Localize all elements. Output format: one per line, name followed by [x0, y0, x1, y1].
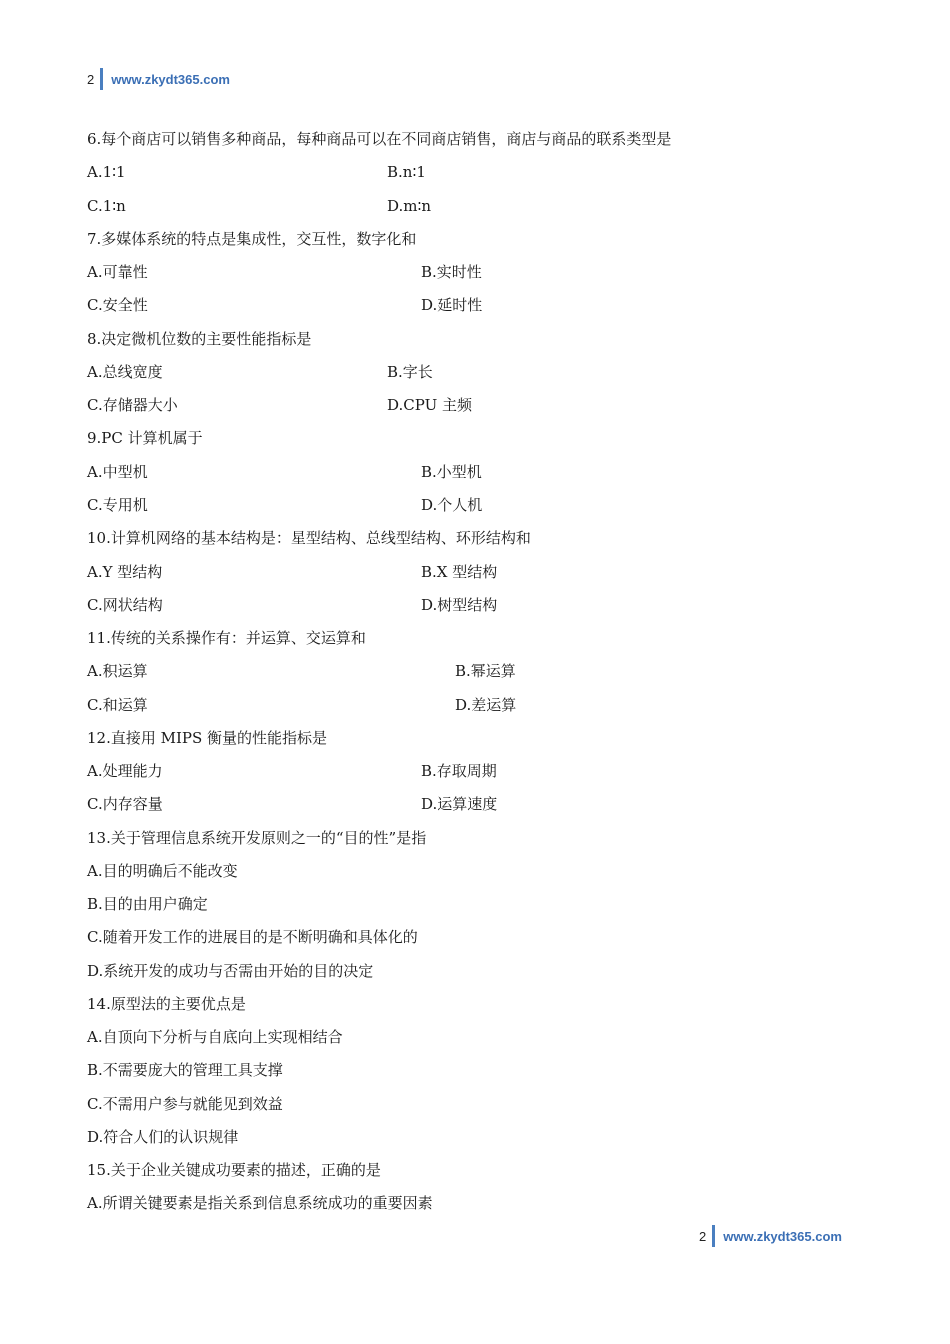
- footer-site-url: www.zkydt365.com: [723, 1228, 842, 1244]
- option: C.1∶n: [87, 197, 126, 215]
- option: B.n∶1: [387, 163, 426, 181]
- option: A.1∶1: [87, 163, 126, 181]
- question-stem: 6.每个商店可以销售多种商品，每种商品可以在不同商店销售，商店与商品的联系类型是: [87, 130, 672, 148]
- question-stem: 14.原型法的主要优点是: [87, 995, 246, 1013]
- option: B.目的由用户确定: [87, 895, 208, 913]
- page-header: [87, 67, 230, 91]
- option: C.专用机: [87, 496, 148, 514]
- option: A.积运算: [87, 662, 148, 680]
- footer-page-number: 2: [699, 1228, 707, 1244]
- option: A.总线宽度: [87, 363, 163, 381]
- option: A.目的明确后不能改变: [87, 862, 238, 880]
- question-stem: 9.PC 计算机属于: [87, 429, 203, 447]
- question-stem: 15.关于企业关键成功要素的描述，正确的是: [87, 1161, 381, 1179]
- option: A.中型机: [87, 463, 148, 481]
- option: C.存储器大小: [87, 396, 178, 414]
- option: B.字长: [387, 363, 433, 381]
- option: D.系统开发的成功与否需由开始的目的决定: [87, 962, 374, 980]
- page-footer: [699, 1224, 842, 1248]
- option: B.小型机: [421, 463, 482, 481]
- option: D.差运算: [455, 696, 517, 714]
- option: C.内存容量: [87, 795, 163, 813]
- option: C.不需用户参与就能见到效益: [87, 1095, 283, 1113]
- footer-divider: [712, 1225, 715, 1247]
- header-page-number: 2: [87, 71, 95, 87]
- option: B.幂运算: [455, 662, 516, 680]
- option: D.m∶n: [387, 197, 432, 215]
- option: D.符合人们的认识规律: [87, 1128, 239, 1146]
- option: C.和运算: [87, 696, 148, 714]
- option: A.所谓关键要素是指关系到信息系统成功的重要因素: [87, 1194, 433, 1212]
- option: B.存取周期: [421, 762, 497, 780]
- option: D.运算速度: [421, 795, 498, 813]
- header-divider: [100, 68, 103, 90]
- option: A.可靠性: [87, 263, 148, 281]
- option: A.处理能力: [87, 762, 163, 780]
- question-stem: 8.决定微机位数的主要性能指标是: [87, 330, 312, 348]
- option: D.个人机: [421, 496, 483, 514]
- option: A.Y 型结构: [87, 563, 163, 581]
- option: D.树型结构: [421, 596, 498, 614]
- option: D.延时性: [421, 296, 483, 314]
- question-stem: 10.计算机网络的基本结构是：星型结构、总线型结构、环形结构和: [87, 529, 531, 547]
- question-stem: 13.关于管理信息系统开发原则之一的“目的性”是指: [87, 829, 427, 847]
- option: B.不需要庞大的管理工具支撑: [87, 1061, 283, 1079]
- option: B.实时性: [421, 263, 482, 281]
- question-stem: 12.直接用 MIPS 衡量的性能指标是: [87, 729, 328, 747]
- option: C.网状结构: [87, 596, 163, 614]
- question-stem: 11.传统的关系操作有：并运算、交运算和: [87, 629, 366, 647]
- question-stem: 7.多媒体系统的特点是集成性，交互性，数字化和: [87, 230, 417, 248]
- option: A.自顶向下分析与自底向上实现相结合: [87, 1028, 343, 1046]
- option: B.X 型结构: [421, 563, 498, 581]
- option: D.CPU 主频: [387, 396, 472, 414]
- header-site-url: www.zkydt365.com: [111, 71, 230, 87]
- option: C.随着开发工作的进展目的是不断明确和具体化的: [87, 928, 418, 946]
- option: C.安全性: [87, 296, 148, 314]
